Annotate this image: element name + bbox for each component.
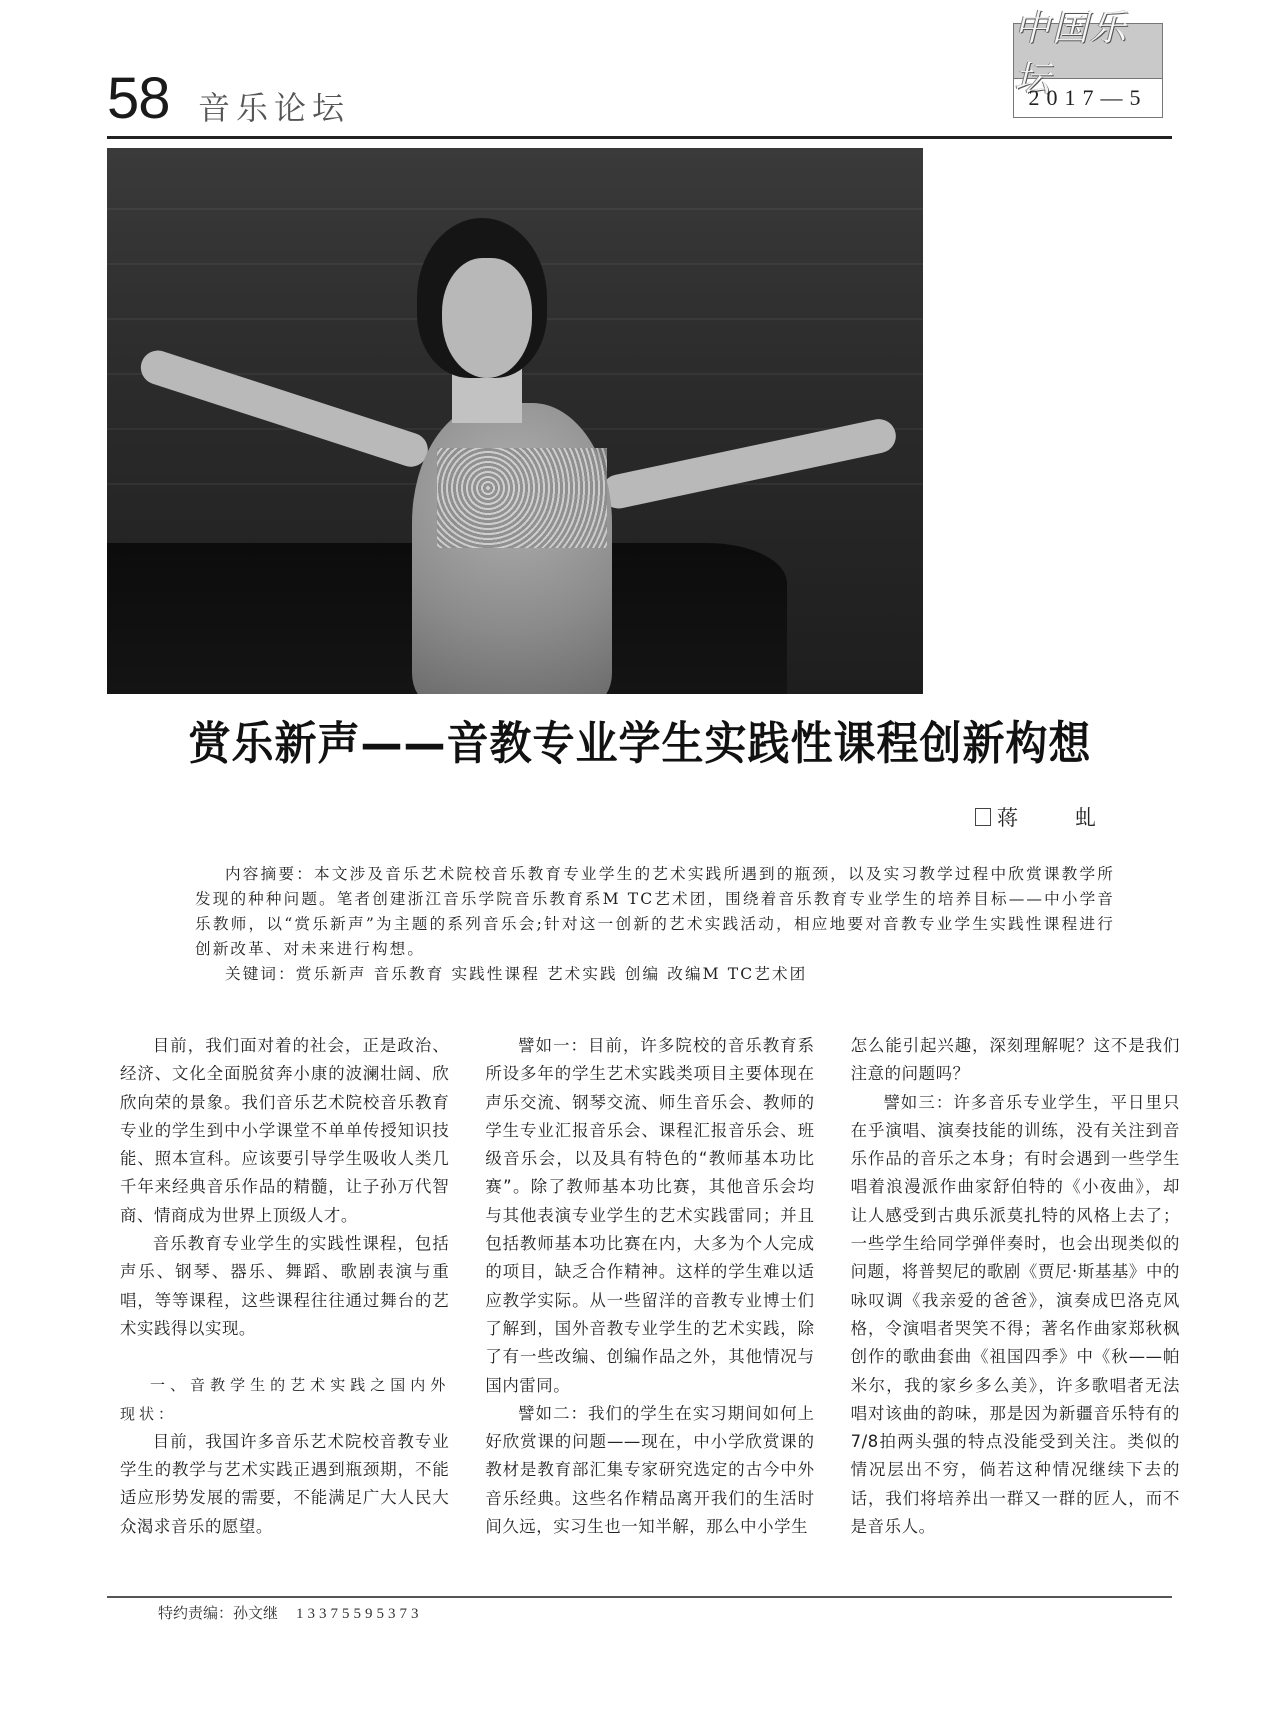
sequined-bodice (437, 448, 607, 548)
paragraph: 音乐教育专业学生的实践性课程，包括声乐、钢琴、器乐、舞蹈、歌剧表演与重唱，等等课程，这些课程往往通过舞台的艺术实践得以实现。 (120, 1234, 450, 1338)
abstract-paragraph (195, 862, 1115, 962)
section-heading: 一、音教学生的艺术实践之国内外现状： (120, 1376, 450, 1423)
paragraph: 譬如二：我们的学生在实习期间如何上好欣赏课的问题——现在，中小学欣赏课的教材是教育部汇集专家研究选定的古今中外音乐经典。这些名作精品离开我们的生活时间久远，实习生也一知半解，那么中小学生 (485, 1403, 815, 1537)
byline (975, 802, 1114, 832)
section-title: 音乐论坛 (198, 89, 351, 127)
singer-gown (412, 403, 612, 694)
column-1 (120, 1032, 449, 1572)
byline-box-icon (975, 808, 991, 826)
body-columns (120, 1032, 1180, 1572)
singer-photo (107, 148, 923, 694)
singer-arm-left (136, 346, 432, 471)
abstract-text: 本文涉及音乐艺术院校音乐教育专业学生的艺术实践所遇到的瓶颈，以及实习教学过程中欣赏课教学所发现的种种问题。笔者创建浙江音乐学院音乐教育系M TC艺术团，围绕着音乐教育专业学生的培养目标——中小学音乐教师，以“赏乐新声”为主题的系列音乐会;针对这一创新的艺术实践活动，相应地要对音教专业学生实践性课程进行创新改革、对未来进行构想。 (195, 865, 1115, 958)
abstract-label: 内容摘要： (225, 865, 315, 883)
paragraph: 譬如三：许多音乐专业学生，平日里只在乎演唱、演奏技能的训练，没有关注到音乐作品的音乐之本身；有时会遇到一些学生唱着浪漫派作曲家舒伯特的《小夜曲》，却让人感受到古典乐派莫扎特的风格上去了；一些学生给同学弹伴奏时，也会出现类似的问题，将普契尼的歌剧《贾尼·斯基基》中的咏叹调《我亲爱的爸爸》，演奏成巴洛克风格，令演唱者哭笑不得；著名作曲家郑秋枫创作的歌曲套曲《祖国四季》中《秋——帕米尔，我的家乡多么美》，许多歌唱者无法唱对该曲的韵味，那是因为新疆音乐特有的7/8拍两头强的特点没能受到关注。类似的情况层出不穷，倘若这种情况继续下去的话，我们将培养出一群又一群的匠人，而不是音乐人。 (850, 1092, 1180, 1537)
column-3 (851, 1032, 1180, 1572)
editor-phone: 13375595373 (296, 1606, 423, 1622)
keywords-paragraph (195, 962, 1115, 987)
column-2 (485, 1032, 814, 1572)
paragraph: 目前，我们面对着的社会，正是政治、经济、文化全面脱贫奔小康的波澜壮阔、欣欣向荣的景象。我们音乐艺术院校音乐教育专业的学生到中小学课堂不单单传授知识技能、照本宣科。应该要引导学生吸收人类几千年来经典音乐作品的精髓，让子孙万代智商、情商成为世界上顶级人才。 (120, 1036, 450, 1225)
magazine-masthead (1013, 8, 1163, 118)
magazine-logo: 中国乐坛 (1014, 24, 1162, 79)
header-divider (107, 136, 1172, 139)
footer-divider (107, 1596, 1172, 1598)
editor-note (158, 1602, 423, 1623)
singer-face (442, 258, 532, 378)
keywords-text: 赏乐新声 音乐教育 实践性课程 艺术实践 创编 改编M TC艺术团 (295, 965, 808, 983)
author-name: 蒋 虬 (997, 806, 1114, 830)
keywords-label: 关键词： (225, 965, 296, 983)
issue-number: 2017—5 (1028, 85, 1148, 110)
paragraph: 目前，我国许多音乐艺术院校音教专业学生的教学与艺术实践正遇到瓶颈期，不能适应形势发展的需要，不能满足广大人民大众渴求音乐的愿望。 (120, 1431, 450, 1536)
abstract-block (195, 862, 1115, 987)
page-number: 58 (107, 66, 170, 131)
article-title: 赏乐新声——音教专业学生实践性课程创新构想 (188, 717, 1092, 770)
editor-label: 特约责编：孙文继 (158, 1606, 279, 1622)
paragraph: 怎么能引起兴趣，深刻理解呢？这不是我们注意的问题吗？ (850, 1036, 1180, 1084)
singer-arm-right (598, 416, 899, 512)
paragraph: 譬如一：目前，许多院校的音乐教育系所设多年的学生艺术实践类项目主要体现在声乐交流、钢琴交流、师生音乐会、教师的学生专业汇报音乐会、课程汇报音乐会、班级音乐会，以及具有特色的“教师基本功比赛”。除了教师基本功比赛，其他音乐会均与其他表演专业学生的艺术实践雷同；并且包括教师基本功比赛在内，大多为个人完成的项目，缺乏合作精神。这样的学生难以适应教学实际。从一些留洋的音教专业博士们了解到，国外音教专业学生的艺术实践，除了有一些改编、创编作品之外，其他情况与国内雷同。 (485, 1036, 815, 1395)
